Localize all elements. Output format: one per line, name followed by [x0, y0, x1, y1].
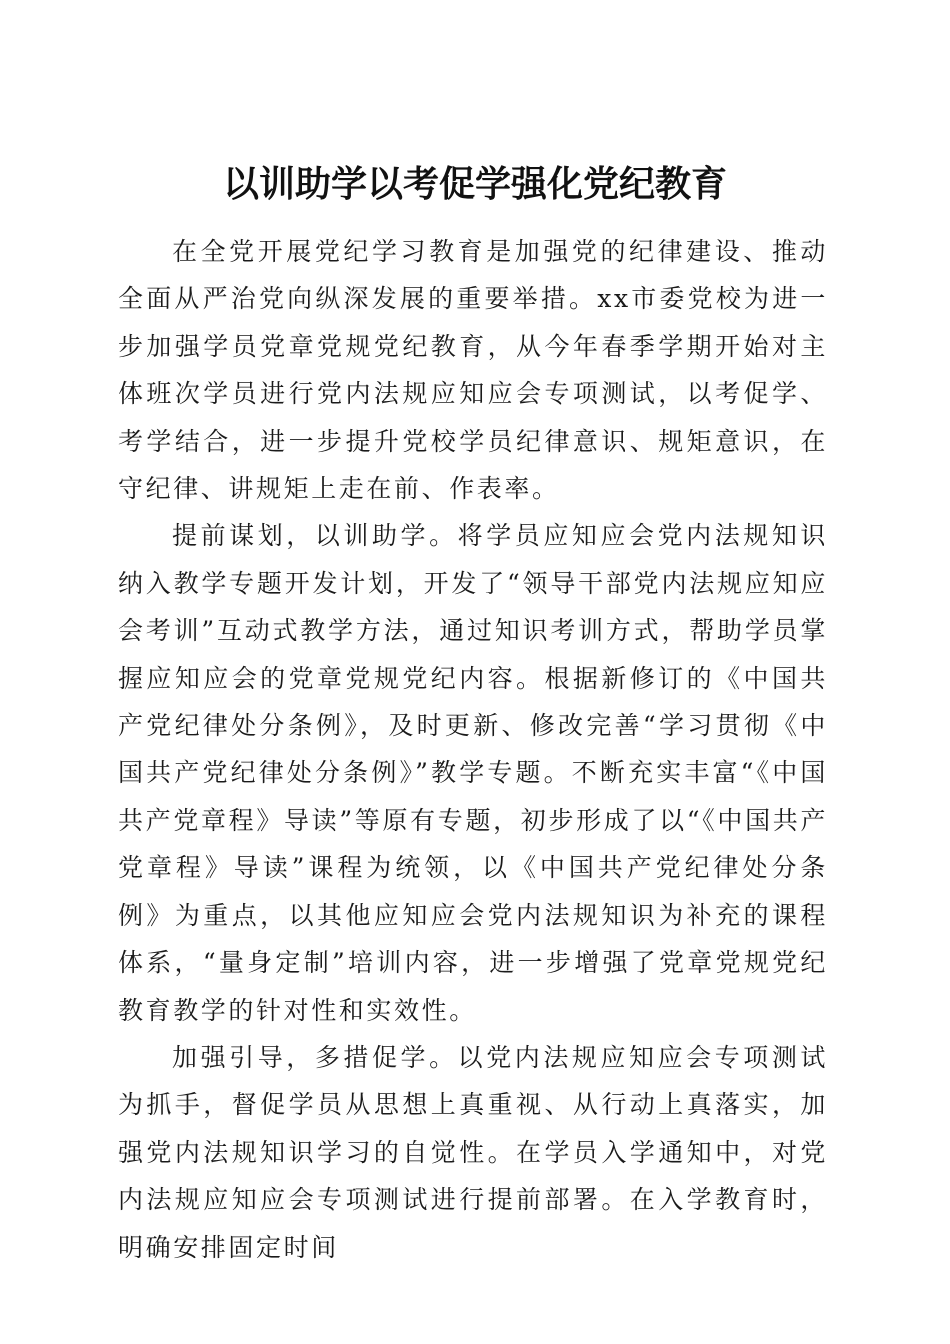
paragraph-planning: 提前谋划，以训助学。将学员应知应会党内法规知识纳入教学专题开发计划，开发了“领导干部党内法规应知应会考训”互动式教学方法，通过知识考训方式，帮助学员掌握应知应会的党章党规党纪内容。根据新修订的《中国共产党纪律处分条例》，及时更新、修改完善“学习贯彻《中国共产党纪律处分条例》”教学专题。不断充实丰富“《中国共产党章程》导读”等原有专题，初步形成了以“《中国共产党章程》导读”课程为统领，以《中国共产党纪律处分条例》为重点，以其他应知应会党内法规知识为补充的课程体系，“量身定制”培训内容，进一步增强了党章党规党纪教育教学的针对性和实效性。 [118, 521, 828, 1025]
paragraph-intro: 在全党开展党纪学习教育是加强党的纪律建设、推动全面从严治党向纵深发展的重要举措。xx市委党校为进一步加强学员党章党规党纪教育，从今年春季学期开始对主体班次学员进行党内法规应知应会专项测试，以考促学、考学结合，进一步提升党校学员纪律意识、规矩意识，在守纪律、讲规矩上走在前、作表率。 [118, 237, 828, 504]
document-title: 以训助学以考促学强化党纪教育 [222, 163, 727, 206]
document-body [118, 228, 828, 1271]
paragraph-guidance: 加强引导，多措促学。以党内法规应知应会专项测试为抓手，督促学员从思想上真重视、从行动上真落实，加强党内法规知识学习的自觉性。在学员入学通知中，对党内法规应知应会专项测试进行提前部署。在入学教育时，明确安排固定时间 [118, 1042, 828, 1262]
